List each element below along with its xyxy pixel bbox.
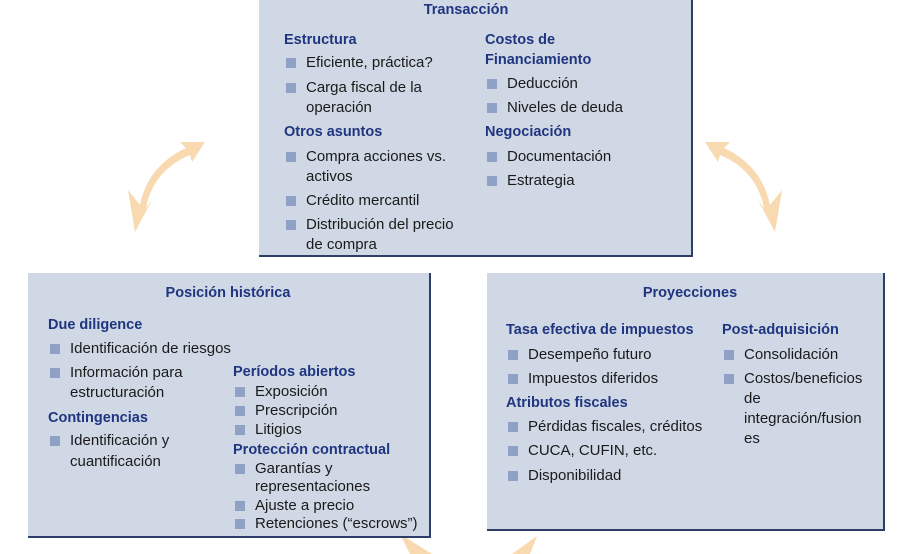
list-item: estructuración	[70, 384, 165, 401]
transaccion-title: Transacción	[423, 2, 509, 18]
list-item: Identificación de riesgos	[70, 340, 231, 357]
bullet-icon	[286, 196, 296, 206]
list-item: cuantificación	[70, 453, 161, 470]
list-item: Retenciones (“escrows”)	[255, 515, 418, 532]
list-item: Compra acciones vs.	[306, 148, 447, 165]
bullet-icon	[508, 350, 518, 360]
arrow-icon	[128, 142, 205, 232]
historica-title: Posición histórica	[165, 285, 291, 301]
list-item: Costos/beneficios	[744, 370, 863, 387]
bullet-icon	[286, 152, 296, 162]
bullet-icon	[286, 83, 296, 93]
periodos-heading: Períodos abiertos	[233, 364, 356, 380]
negociacion-heading: Negociación	[485, 124, 572, 140]
bullet-icon	[235, 406, 245, 416]
list-item: Crédito mercantil	[306, 192, 420, 209]
bullet-icon	[235, 387, 245, 397]
otros-heading: Otros asuntos	[284, 124, 383, 140]
list-item: Estrategia	[507, 172, 575, 189]
bullet-icon	[50, 344, 60, 354]
bullet-icon	[235, 519, 245, 529]
bullet-icon	[487, 79, 497, 89]
bullet-icon	[508, 374, 518, 384]
list-item: Eficiente, práctica?	[306, 54, 433, 71]
list-item: Prescripción	[255, 402, 338, 419]
bullet-icon	[508, 471, 518, 481]
list-item: Disponibilidad	[528, 467, 622, 484]
bullet-icon	[235, 464, 245, 474]
list-item: activos	[306, 168, 353, 185]
list-item: operación	[306, 99, 372, 116]
bullet-icon	[50, 368, 60, 378]
arrow-icon	[705, 142, 782, 232]
post-heading: Post-adquisición	[722, 322, 839, 338]
estructura-heading: Estructura	[284, 32, 357, 48]
list-item: representaciones	[255, 478, 371, 495]
list-item: Documentación	[507, 148, 612, 165]
list-item: Impuestos diferidos	[528, 370, 659, 387]
list-item: Información para	[70, 364, 183, 381]
list-item: de	[744, 390, 761, 407]
bullet-icon	[235, 425, 245, 435]
bullet-icon	[508, 422, 518, 432]
bullet-icon	[487, 103, 497, 113]
list-item: Pérdidas fiscales, créditos	[528, 418, 703, 435]
list-item: de compra	[306, 236, 377, 253]
list-item: integración/fusion	[744, 410, 862, 427]
bullet-icon	[487, 176, 497, 186]
list-item: Consolidación	[744, 346, 839, 363]
list-item: Deducción	[507, 75, 578, 92]
bullet-icon	[487, 152, 497, 162]
list-item: Exposición	[255, 383, 328, 400]
list-item: CUCA, CUFIN, etc.	[528, 442, 658, 459]
atributos-heading: Atributos fiscales	[506, 395, 628, 411]
costos-heading: Financiamiento	[485, 52, 592, 68]
list-item: Identificación y	[70, 432, 170, 449]
list-item: Distribución del precio	[306, 216, 454, 233]
list-item: Desempeño futuro	[528, 346, 652, 363]
list-item: Niveles de deuda	[507, 99, 623, 116]
bullet-icon	[724, 374, 734, 384]
bullet-icon	[286, 220, 296, 230]
posicion-historica-box	[28, 273, 431, 538]
bullet-icon	[508, 446, 518, 456]
tasa-heading: Tasa efectiva de impuestos	[506, 322, 694, 338]
list-item: Carga fiscal de la	[306, 79, 422, 96]
due-heading: Due diligence	[48, 317, 143, 333]
contingencias-heading: Contingencias	[48, 410, 148, 426]
arrow-icon	[512, 536, 537, 554]
list-item: Garantías y	[255, 460, 333, 477]
bullet-icon	[235, 501, 245, 511]
costos-heading: Costos de	[485, 32, 556, 48]
list-item: Litigios	[255, 421, 302, 438]
proyecciones-title: Proyecciones	[642, 285, 738, 301]
list-item: Ajuste a precio	[255, 497, 355, 514]
bullet-icon	[50, 436, 60, 446]
bullet-icon	[724, 350, 734, 360]
list-item: es	[744, 430, 760, 447]
proteccion-heading: Protección contractual	[233, 442, 391, 458]
bullet-icon	[286, 58, 296, 68]
